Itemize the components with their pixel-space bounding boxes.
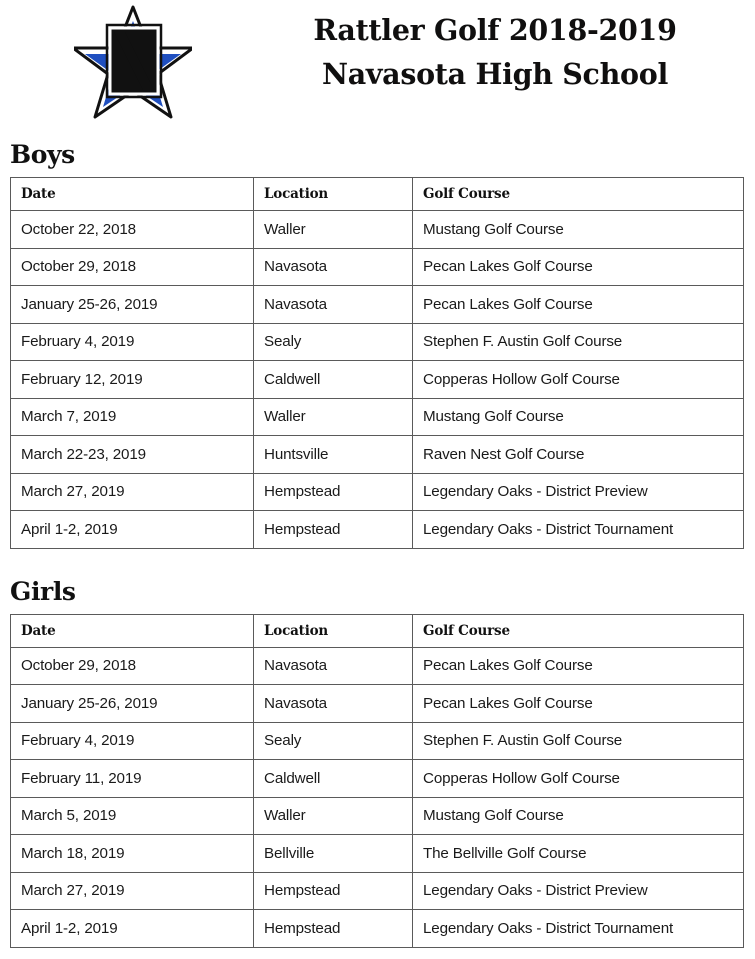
cell-location: Navasota — [254, 286, 413, 324]
table-row — [11, 722, 744, 760]
girls-schedule-table — [10, 614, 744, 948]
cell-date: March 22-23, 2019 — [11, 436, 254, 474]
cell-course: Mustang Golf Course — [413, 797, 744, 835]
title-line-2: Navasota High School — [322, 57, 668, 91]
cell-date: October 29, 2018 — [11, 647, 254, 685]
cell-date: October 29, 2018 — [11, 248, 254, 286]
table-row — [11, 398, 744, 436]
table-header-row — [11, 614, 744, 647]
cell-location: Caldwell — [254, 760, 413, 798]
cell-course: Legendary Oaks - District Preview — [413, 872, 744, 910]
table-row — [11, 685, 744, 723]
table-row — [11, 760, 744, 798]
column-header-course: Golf Course — [413, 178, 744, 211]
cell-date: January 25-26, 2019 — [11, 685, 254, 723]
cell-location: Bellville — [254, 835, 413, 873]
section-heading-girls: Girls — [10, 576, 76, 606]
cell-date: February 12, 2019 — [11, 361, 254, 399]
school-logo — [74, 4, 192, 124]
cell-course: Pecan Lakes Golf Course — [413, 286, 744, 324]
cell-location: Huntsville — [254, 436, 413, 474]
cell-date: March 18, 2019 — [11, 835, 254, 873]
cell-location: Sealy — [254, 323, 413, 361]
cell-location: Hempstead — [254, 511, 413, 549]
cell-course: Pecan Lakes Golf Course — [413, 685, 744, 723]
cell-location: Waller — [254, 398, 413, 436]
cell-location: Caldwell — [254, 361, 413, 399]
table-row — [11, 872, 744, 910]
table-row — [11, 910, 744, 948]
table-row — [11, 473, 744, 511]
table-row — [11, 647, 744, 685]
cell-course: Copperas Hollow Golf Course — [413, 760, 744, 798]
cell-location: Navasota — [254, 647, 413, 685]
table-header-row — [11, 178, 744, 211]
table-row — [11, 211, 744, 249]
boys-schedule-section — [0, 140, 755, 549]
table-row — [11, 797, 744, 835]
section-heading-boys: Boys — [10, 140, 75, 169]
cell-date: April 1-2, 2019 — [11, 910, 254, 948]
column-header-location: Location — [254, 178, 413, 211]
table-row — [11, 511, 744, 549]
table-row — [11, 286, 744, 324]
cell-location: Hempstead — [254, 473, 413, 511]
table-row — [11, 436, 744, 474]
cell-location: Sealy — [254, 722, 413, 760]
cell-course: The Bellville Golf Course — [413, 835, 744, 873]
cell-location: Hempstead — [254, 910, 413, 948]
cell-course: Legendary Oaks - District Tournament — [413, 511, 744, 549]
table-row — [11, 361, 744, 399]
cell-date: March 27, 2019 — [11, 872, 254, 910]
cell-course: Pecan Lakes Golf Course — [413, 248, 744, 286]
page-header — [0, 0, 755, 128]
cell-course: Pecan Lakes Golf Course — [413, 647, 744, 685]
table-row — [11, 835, 744, 873]
cell-date: February 4, 2019 — [11, 722, 254, 760]
cell-location: Navasota — [254, 685, 413, 723]
page-title — [285, 8, 705, 96]
column-header-date: Date — [11, 614, 254, 647]
cell-date: January 25-26, 2019 — [11, 286, 254, 324]
cell-course: Stephen F. Austin Golf Course — [413, 323, 744, 361]
cell-course: Mustang Golf Course — [413, 398, 744, 436]
cell-date: February 11, 2019 — [11, 760, 254, 798]
cell-course: Raven Nest Golf Course — [413, 436, 744, 474]
cell-date: March 7, 2019 — [11, 398, 254, 436]
cell-location: Navasota — [254, 248, 413, 286]
cell-date: February 4, 2019 — [11, 323, 254, 361]
column-header-date: Date — [11, 178, 254, 211]
cell-date: March 27, 2019 — [11, 473, 254, 511]
cell-course: Mustang Golf Course — [413, 211, 744, 249]
cell-course: Stephen F. Austin Golf Course — [413, 722, 744, 760]
cell-course: Legendary Oaks - District Preview — [413, 473, 744, 511]
cell-location: Waller — [254, 211, 413, 249]
cell-date: April 1-2, 2019 — [11, 511, 254, 549]
table-row — [11, 248, 744, 286]
cell-location: Hempstead — [254, 872, 413, 910]
cell-course: Copperas Hollow Golf Course — [413, 361, 744, 399]
girls-schedule-section — [0, 577, 755, 948]
cell-date: March 5, 2019 — [11, 797, 254, 835]
table-row — [11, 323, 744, 361]
column-header-location: Location — [254, 614, 413, 647]
title-line-1: Rattler Golf 2018-2019 — [313, 13, 677, 47]
cell-location: Waller — [254, 797, 413, 835]
boys-schedule-table — [10, 177, 744, 549]
cell-course: Legendary Oaks - District Tournament — [413, 910, 744, 948]
column-header-course: Golf Course — [413, 614, 744, 647]
cell-date: October 22, 2018 — [11, 211, 254, 249]
